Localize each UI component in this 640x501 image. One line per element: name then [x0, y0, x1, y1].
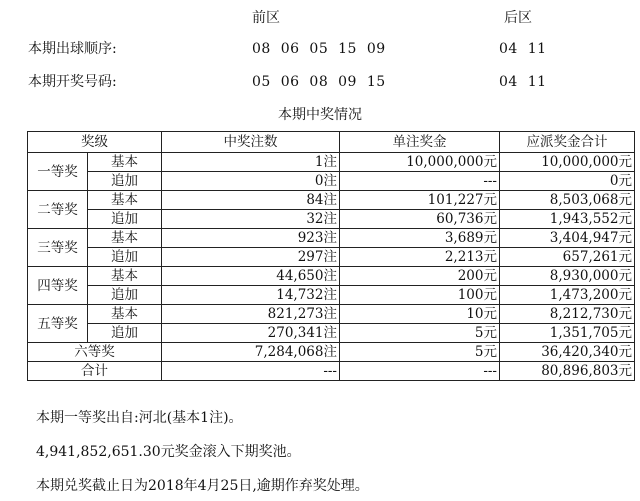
count-cell: 44,650注	[162, 267, 340, 286]
table-row	[28, 286, 635, 305]
table-row	[28, 153, 635, 172]
type-cell: 基本	[88, 267, 162, 286]
type-cell: 基本	[88, 153, 162, 172]
unit-prize-cell: 100元	[340, 286, 500, 305]
sum-label-cell: 合计	[28, 362, 162, 381]
grade-cell: 四等奖	[28, 267, 88, 305]
total-cell: 0元	[500, 172, 635, 191]
draw-result-back-numbers: 04 11	[499, 74, 547, 90]
unit-prize-cell: 101,227元	[340, 191, 500, 210]
column-header-grade: 奖级	[28, 132, 162, 153]
grade-cell: 三等奖	[28, 229, 88, 267]
prize-table-caption: 本期中奖情况	[278, 107, 362, 123]
total-cell: 657,261元	[500, 248, 635, 267]
unit-prize-cell: 5元	[340, 343, 500, 362]
column-header-count: 中奖注数	[162, 132, 340, 153]
count-cell: 32注	[162, 210, 340, 229]
total-cell: 1,351,705元	[500, 324, 635, 343]
type-cell: 基本	[88, 191, 162, 210]
total-cell: 8,930,000元	[500, 267, 635, 286]
total-cell: 80,896,803元	[500, 362, 635, 381]
total-cell: 8,212,730元	[500, 305, 635, 324]
total-cell: 1,473,200元	[500, 286, 635, 305]
total-cell: 8,503,068元	[500, 191, 635, 210]
total-cell: 1,943,552元	[500, 210, 635, 229]
draw-order-front-numbers: 08 06 05 15 09	[252, 41, 386, 57]
grade-cell: 一等奖	[28, 153, 88, 191]
count-cell: ---	[162, 362, 340, 381]
table-row	[28, 229, 635, 248]
column-header-unit-prize: 单注奖金	[340, 132, 500, 153]
draw-result-front-numbers: 05 06 08 09 15	[252, 74, 386, 90]
type-cell: 基本	[88, 305, 162, 324]
draw-order-label: 本期出球顺序:	[28, 41, 117, 57]
unit-prize-cell: 10元	[340, 305, 500, 324]
type-cell: 追加	[88, 286, 162, 305]
count-cell: 84注	[162, 191, 340, 210]
table-row	[28, 324, 635, 343]
front-zone-header: 前区	[252, 10, 280, 26]
total-cell: 3,404,947元	[500, 229, 635, 248]
type-cell: 追加	[88, 172, 162, 191]
grade-cell: 五等奖	[28, 305, 88, 343]
count-cell: 297注	[162, 248, 340, 267]
unit-prize-cell: 2,213元	[340, 248, 500, 267]
first-prize-origin-note: 本期一等奖出自:河北(基本1注)。	[36, 410, 243, 426]
draw-order-back-numbers: 04 11	[499, 41, 547, 57]
type-cell: 追加	[88, 324, 162, 343]
count-cell: 821,273注	[162, 305, 340, 324]
table-row	[28, 248, 635, 267]
type-cell: 追加	[88, 248, 162, 267]
back-zone-header: 后区	[504, 10, 532, 26]
table-row	[28, 210, 635, 229]
count-cell: 270,341注	[162, 324, 340, 343]
count-cell: 1注	[162, 153, 340, 172]
unit-prize-cell: ---	[340, 362, 500, 381]
column-header-total: 应派奖金合计	[500, 132, 635, 153]
table-row	[28, 172, 635, 191]
unit-prize-cell: 200元	[340, 267, 500, 286]
table-row	[28, 191, 635, 210]
deadline-note: 本期兑奖截止日为2018年4月25日,逾期作弃奖处理。	[36, 478, 369, 494]
unit-prize-cell: 10,000,000元	[340, 153, 500, 172]
table-row	[28, 305, 635, 324]
table-row-sixth-prize	[28, 343, 635, 362]
type-cell: 追加	[88, 210, 162, 229]
unit-prize-cell: 3,689元	[340, 229, 500, 248]
prize-table	[27, 131, 635, 381]
count-cell: 14,732注	[162, 286, 340, 305]
grade-cell: 二等奖	[28, 191, 88, 229]
prize-table-header-row	[28, 132, 635, 153]
total-cell: 36,420,340元	[500, 343, 635, 362]
unit-prize-cell: 60,736元	[340, 210, 500, 229]
table-row-sum	[28, 362, 635, 381]
type-cell: 基本	[88, 229, 162, 248]
count-cell: 923注	[162, 229, 340, 248]
rollover-note: 4,941,852,651.30元奖金滚入下期奖池。	[36, 444, 301, 460]
unit-prize-cell: ---	[340, 172, 500, 191]
count-cell: 0注	[162, 172, 340, 191]
count-cell: 7,284,068注	[162, 343, 340, 362]
grade-cell: 六等奖	[28, 343, 162, 362]
table-row	[28, 267, 635, 286]
total-cell: 10,000,000元	[500, 153, 635, 172]
draw-result-label: 本期开奖号码:	[28, 74, 117, 90]
unit-prize-cell: 5元	[340, 324, 500, 343]
